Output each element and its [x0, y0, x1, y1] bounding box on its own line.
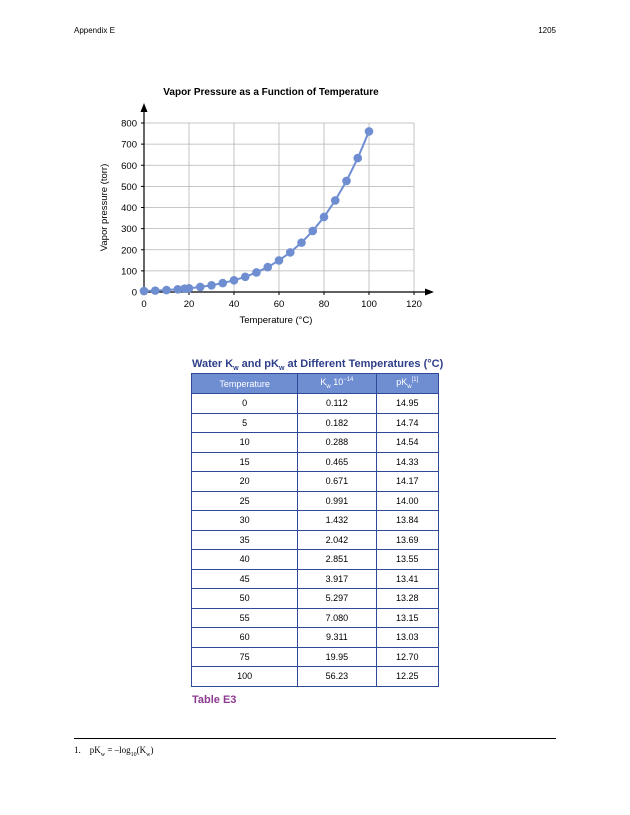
header-kw: $K_w$ $10^{-14}$ [298, 374, 376, 394]
running-header-section: Appendix E [74, 26, 115, 35]
table-row [192, 413, 439, 433]
cell-pkw: 13.03 [376, 628, 439, 648]
series-line [144, 131, 369, 291]
x-tick-label: 40 [228, 299, 240, 310]
y-tick-label: 400 [121, 203, 137, 214]
cell-kw: 9.311 [298, 628, 376, 648]
page-number: 1205 [538, 26, 556, 35]
cell-kw: 0.288 [298, 433, 376, 453]
data-point [297, 238, 306, 247]
table-caption: Table E3 [192, 694, 237, 706]
data-point [308, 227, 317, 236]
data-point [196, 283, 205, 292]
x-tick-label: 60 [273, 299, 285, 310]
table-row [192, 608, 439, 628]
y-tick-label: 300 [121, 224, 137, 236]
cell-temperature: 5 [192, 413, 298, 433]
table-row [192, 511, 439, 531]
cell-kw: 3.917 [298, 569, 376, 589]
cell-temperature: 75 [192, 647, 298, 667]
cell-temperature: 40 [192, 550, 298, 570]
data-point [286, 248, 295, 257]
y-axis-arrow [141, 103, 148, 112]
data-point [263, 263, 272, 272]
cell-kw: 56.23 [298, 667, 376, 687]
data-point [252, 268, 261, 277]
cell-temperature: 35 [192, 530, 298, 550]
header-temperature: Temperature [192, 374, 298, 394]
table-row [192, 667, 439, 687]
cell-kw: 2.851 [298, 550, 376, 570]
cell-kw: 7.080 [298, 608, 376, 628]
kw-table [191, 373, 439, 687]
header-pkw: $pK_w[1]$ [376, 374, 439, 394]
y-tick-label: 500 [121, 181, 137, 193]
x-tick-label: 80 [318, 299, 330, 310]
data-point [365, 127, 374, 136]
table-row [192, 550, 439, 570]
y-tick-label: 600 [121, 160, 137, 172]
chart-title: Vapor Pressure as a Function of Temperature [163, 87, 379, 98]
y-tick-label: 100 [121, 266, 137, 278]
table-row [192, 433, 439, 453]
cell-pkw: 14.33 [376, 452, 439, 472]
cell-kw: 2.042 [298, 530, 376, 550]
cell-kw: 0.182 [298, 413, 376, 433]
x-tick-label: 20 [183, 299, 195, 310]
table-row [192, 472, 439, 492]
data-point [230, 276, 239, 285]
cell-pkw: 14.74 [376, 413, 439, 433]
data-point [331, 196, 340, 205]
table-row [192, 452, 439, 472]
cell-temperature: 60 [192, 628, 298, 648]
footnote: 1. $pK_w = -\log_{10}(K_w)$ [74, 745, 154, 758]
table-title: Water $K_w$ and $pK_w$ at Different Temperatures (°C) [192, 358, 444, 373]
table-header-row [192, 374, 439, 394]
cell-pkw: 13.84 [376, 511, 439, 531]
cell-temperature: 45 [192, 569, 298, 589]
data-point [162, 286, 171, 295]
data-point [241, 273, 250, 282]
y-tick-label: 700 [121, 139, 137, 151]
data-point [342, 177, 351, 186]
data-point [275, 256, 284, 265]
cell-temperature: 100 [192, 667, 298, 687]
data-point [320, 213, 329, 222]
cell-kw: 5.297 [298, 589, 376, 609]
data-point [151, 286, 160, 295]
x-axis-label: Temperature (°C) [239, 315, 313, 326]
cell-kw: 0.991 [298, 491, 376, 511]
cell-pkw: 12.25 [376, 667, 439, 687]
data-point [207, 281, 216, 290]
cell-pkw: 14.54 [376, 433, 439, 453]
x-tick-label: 0 [141, 299, 147, 310]
table-row [192, 628, 439, 648]
cell-temperature: 25 [192, 491, 298, 511]
vapor-pressure-chart [90, 80, 450, 335]
cell-pkw: 13.55 [376, 550, 439, 570]
cell-kw: 0.671 [298, 472, 376, 492]
data-point [140, 287, 149, 296]
table-row [192, 647, 439, 667]
table-row [192, 394, 439, 414]
table-row [192, 530, 439, 550]
table-row [192, 589, 439, 609]
y-tick-label: 0 [131, 287, 137, 299]
cell-kw: 0.112 [298, 394, 376, 414]
footnote-rule [74, 738, 556, 739]
y-tick-label: 200 [121, 245, 137, 257]
cell-kw: 0.465 [298, 452, 376, 472]
cell-pkw: 13.28 [376, 589, 439, 609]
cell-temperature: 20 [192, 472, 298, 492]
cell-kw: 1.432 [298, 511, 376, 531]
cell-temperature: 0 [192, 394, 298, 414]
cell-temperature: 10 [192, 433, 298, 453]
data-point [185, 284, 194, 293]
cell-pkw: 13.69 [376, 530, 439, 550]
cell-pkw: 14.00 [376, 491, 439, 511]
table-row [192, 569, 439, 589]
table-row [192, 491, 439, 511]
y-tick-label: 800 [121, 118, 137, 130]
cell-temperature: 30 [192, 511, 298, 531]
cell-pkw: 14.17 [376, 472, 439, 492]
data-point [218, 279, 227, 288]
y-axis-label: Vapor pressure (torr) [99, 163, 110, 252]
cell-kw: 19.95 [298, 647, 376, 667]
x-axis-arrow [425, 289, 434, 296]
cell-temperature: 50 [192, 589, 298, 609]
x-tick-label: 120 [406, 299, 422, 310]
cell-pkw: 14.95 [376, 394, 439, 414]
cell-temperature: 15 [192, 452, 298, 472]
cell-pkw: 13.15 [376, 608, 439, 628]
cell-pkw: 12.70 [376, 647, 439, 667]
cell-temperature: 55 [192, 608, 298, 628]
cell-pkw: 13.41 [376, 569, 439, 589]
x-tick-label: 100 [361, 299, 377, 310]
data-point [353, 154, 362, 163]
